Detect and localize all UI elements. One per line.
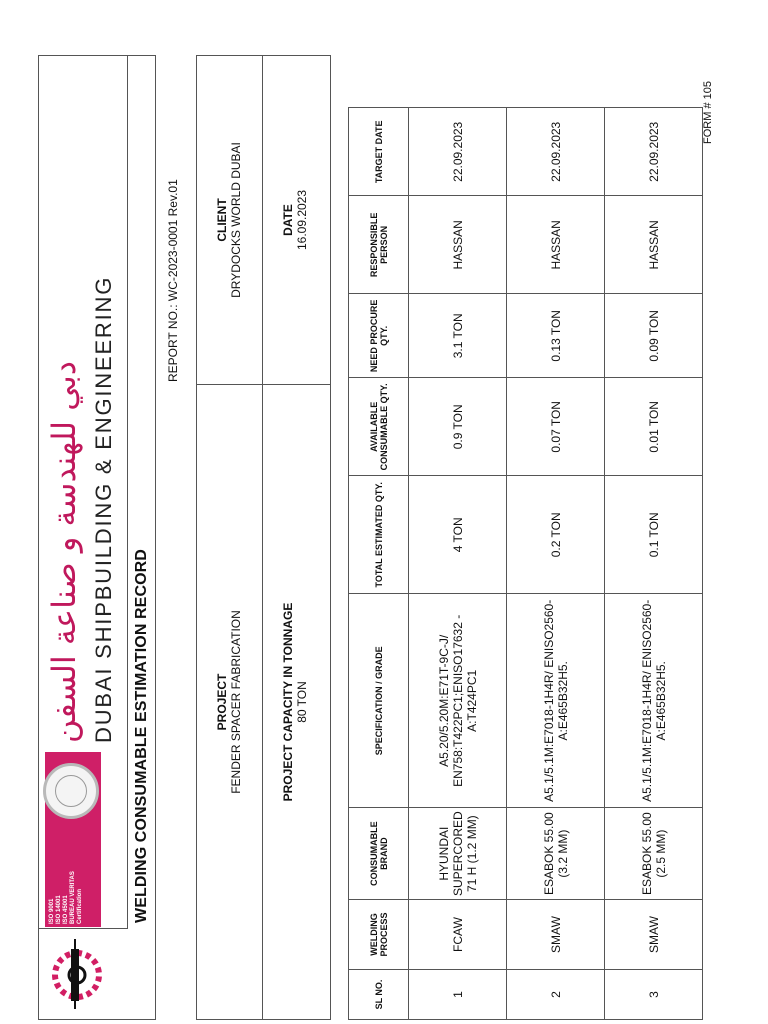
column-header: SPECIFICATION / GRADE [349,594,409,808]
column-header: RESPONSIBLE PERSON [349,196,409,294]
table-row [409,108,507,1020]
table-cell: 0.09 TON [605,294,703,378]
project-info-block [196,55,331,1020]
certification-badge [45,752,101,927]
report-number: REPORT NO.: WC-2023-0001 Rev.01 [166,179,180,382]
iso-certification-text [49,864,84,924]
form-number: FORM # 105 [702,81,714,144]
table-cell: SMAW [507,900,605,970]
table-cell: A5.20/5.20M:E71T-9C-J/ EN758:T422PC1;ENISO17632 -A:T424PC1 [409,594,507,808]
document-header [38,55,156,1020]
table-cell: FCAW [409,900,507,970]
table-cell: HASSAN [409,196,507,294]
company-emblem-cell [39,928,127,1019]
project-label: PROJECT [215,673,229,731]
table-cell: 1 [409,970,507,1020]
table-cell: 2 [507,970,605,1020]
client-label: CLIENT [215,198,229,242]
date-cell [263,56,330,384]
table-cell: 22.09.2023 [409,108,507,196]
iso-line: Certification [77,888,83,924]
table-cell: 4 TON [409,476,507,594]
capacity-value: 80 TON [295,681,309,723]
table-row [507,108,605,1020]
column-header: NEED PROCURE QTY. [349,294,409,378]
company-name-arabic: دبي للهندسة و صناعة السفن [45,360,83,743]
client-cell [197,56,263,384]
table-cell: A5.1/5.1M:E7018-1H4R/ ENISO2560-A:E465B32H5. [507,594,605,808]
table-cell: 3 [605,970,703,1020]
column-header: SL NO. [349,970,409,1020]
iso-line: BUREAU VERITAS [70,871,76,924]
table-cell: 0.13 TON [507,294,605,378]
table-cell: A5.1/5.1M:E7018-1H4R/ ENISO2560-A:E465B32H5. [605,594,703,808]
table-cell: 0.2 TON [507,476,605,594]
table-cell: SMAW [605,900,703,970]
table-cell: 22.09.2023 [507,108,605,196]
table-cell: 3.1 TON [409,294,507,378]
table-cell: 22.09.2023 [605,108,703,196]
table-cell: 0.01 TON [605,378,703,476]
company-brand-cell [39,56,127,929]
date-label: DATE [281,204,295,236]
date-value: 16.09.2023 [295,189,309,251]
table-cell: HYUNDAI SUPERCORED 71 H (1.2 MM) [409,808,507,900]
column-header: WELDING PROCESS [349,900,409,970]
table-cell: HASSAN [605,196,703,294]
iso-line: ISO 14001 [56,895,62,924]
column-header: TOTAL ESTIMATED QTY. [349,476,409,594]
table-cell: 0.07 TON [507,378,605,476]
capacity-cell [263,384,330,1019]
capacity-label: PROJECT CAPACITY IN TONNAGE [281,602,295,802]
client-value: DRYDOCKS WORLD DUBAI [229,142,243,298]
table-cell: HASSAN [507,196,605,294]
iso-line: ISO 45001 [63,895,69,924]
seal-inner-ring [55,775,87,807]
document-title-row [127,56,158,929]
column-header: CONSUMABLE BRAND [349,808,409,900]
table-row [605,108,703,1020]
company-name-english: DUBAI SHIPBUILDING & ENGINEERING [91,275,116,743]
project-cell [197,384,263,1019]
iso-line: ISO 9001 [49,898,55,924]
table-cell: 0.1 TON [605,476,703,594]
project-value: FENDER SPACER FABRICATION [229,610,243,794]
table-cell: 0.9 TON [409,378,507,476]
document-title: WELDING CONSUMABLE ESTIMATION RECORD [133,549,150,923]
column-header: AVAILABLE CONSUMABLE QTY. [349,378,409,476]
bureau-veritas-seal-icon [43,763,99,819]
column-header: TARGET DATE [349,108,409,196]
table-cell: ESABOK 55.00 (2.5 MM) [605,808,703,900]
consumable-estimation-table [348,107,703,1020]
dse-emblem-icon [39,929,127,1019]
table-header-row [349,108,409,1020]
table-cell: ESABOK 55.00 (3.2 MM) [507,808,605,900]
